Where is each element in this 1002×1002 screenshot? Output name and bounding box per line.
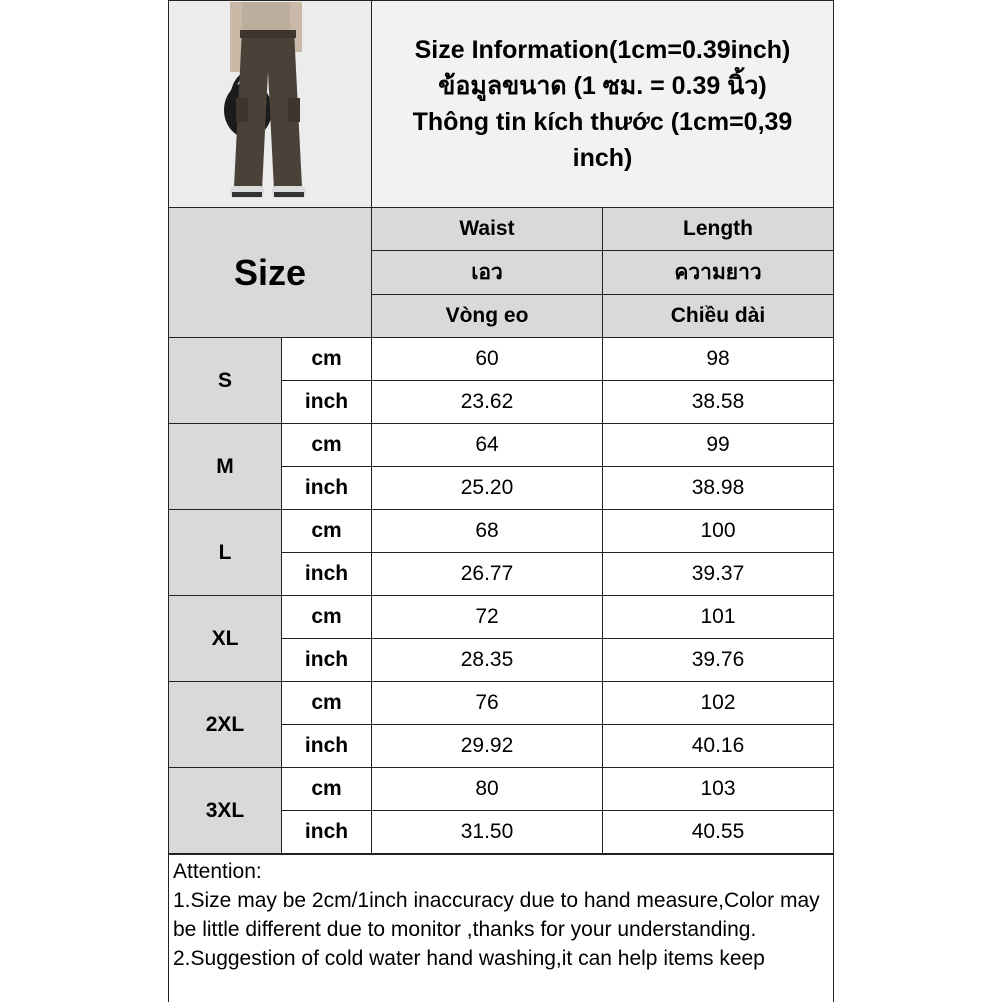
unit-label-cm: cm — [281, 681, 372, 725]
size-information-box — [371, 0, 834, 208]
length-value: 103 — [602, 767, 834, 811]
waist-value: 29.92 — [371, 724, 603, 768]
size-information-english: Size Information(1cm=0.39inch) — [414, 36, 791, 64]
length-value: 39.76 — [602, 638, 834, 682]
size-chart — [168, 0, 834, 1002]
length-value: 99 — [602, 423, 834, 467]
waist-value: 31.50 — [371, 810, 603, 854]
length-value: 38.58 — [602, 380, 834, 424]
length-value: 40.16 — [602, 724, 834, 768]
unit-label-inch: inch — [281, 466, 372, 510]
length-header-vietnamese: Chiều dài — [602, 294, 834, 338]
length-value: 40.55 — [602, 810, 834, 854]
size-header: Size — [168, 207, 372, 338]
attention-title: Attention: — [173, 860, 262, 883]
size-label: L — [168, 509, 282, 596]
length-value: 98 — [602, 337, 834, 381]
waist-value: 72 — [371, 595, 603, 639]
unit-label-inch: inch — [281, 638, 372, 682]
waist-value: 25.20 — [371, 466, 603, 510]
waist-value: 60 — [371, 337, 603, 381]
attention-notes — [168, 854, 834, 1002]
unit-label-inch: inch — [281, 552, 372, 596]
model-wearing-cargo-pants-image — [170, 2, 370, 206]
unit-label-cm: cm — [281, 509, 372, 553]
unit-label-cm: cm — [281, 423, 372, 467]
length-value: 102 — [602, 681, 834, 725]
size-information-thai: ข้อมูลขนาด (1 ซม. = 0.39 นิ้ว) — [438, 72, 767, 100]
size-label: 3XL — [168, 767, 282, 854]
product-photo — [168, 0, 372, 208]
unit-label-cm: cm — [281, 767, 372, 811]
length-header-thai: ความยาว — [602, 250, 834, 295]
waist-header-english: Waist — [371, 207, 603, 251]
unit-label-inch: inch — [281, 810, 372, 854]
size-label: M — [168, 423, 282, 510]
length-header-english: Length — [602, 207, 834, 251]
unit-label-cm: cm — [281, 337, 372, 381]
waist-value: 26.77 — [371, 552, 603, 596]
unit-label-inch: inch — [281, 380, 372, 424]
size-label: XL — [168, 595, 282, 682]
waist-value: 23.62 — [371, 380, 603, 424]
waist-value: 76 — [371, 681, 603, 725]
size-information-vietnamese: Thông tin kích thước (1cm=0,39 — [412, 108, 793, 136]
attention-note-2: 2.Suggestion of cold water hand washing,it can help items keep — [173, 947, 765, 970]
size-label: S — [168, 337, 282, 424]
waist-value: 28.35 — [371, 638, 603, 682]
unit-label-inch: inch — [281, 724, 372, 768]
waist-header-vietnamese: Vòng eo — [371, 294, 603, 338]
waist-header-thai: เอว — [371, 250, 603, 295]
length-value: 101 — [602, 595, 834, 639]
waist-value: 64 — [371, 423, 603, 467]
length-value: 38.98 — [602, 466, 834, 510]
waist-value: 68 — [371, 509, 603, 553]
size-information-vietnamese-cont: inch) — [572, 144, 633, 172]
size-label: 2XL — [168, 681, 282, 768]
unit-label-cm: cm — [281, 595, 372, 639]
waist-value: 80 — [371, 767, 603, 811]
attention-note-1: 1.Size may be 2cm/1inch inaccuracy due to hand measure,Color may be little different due to monitor ,thanks for your understanding. — [173, 889, 820, 941]
length-value: 100 — [602, 509, 834, 553]
length-value: 39.37 — [602, 552, 834, 596]
